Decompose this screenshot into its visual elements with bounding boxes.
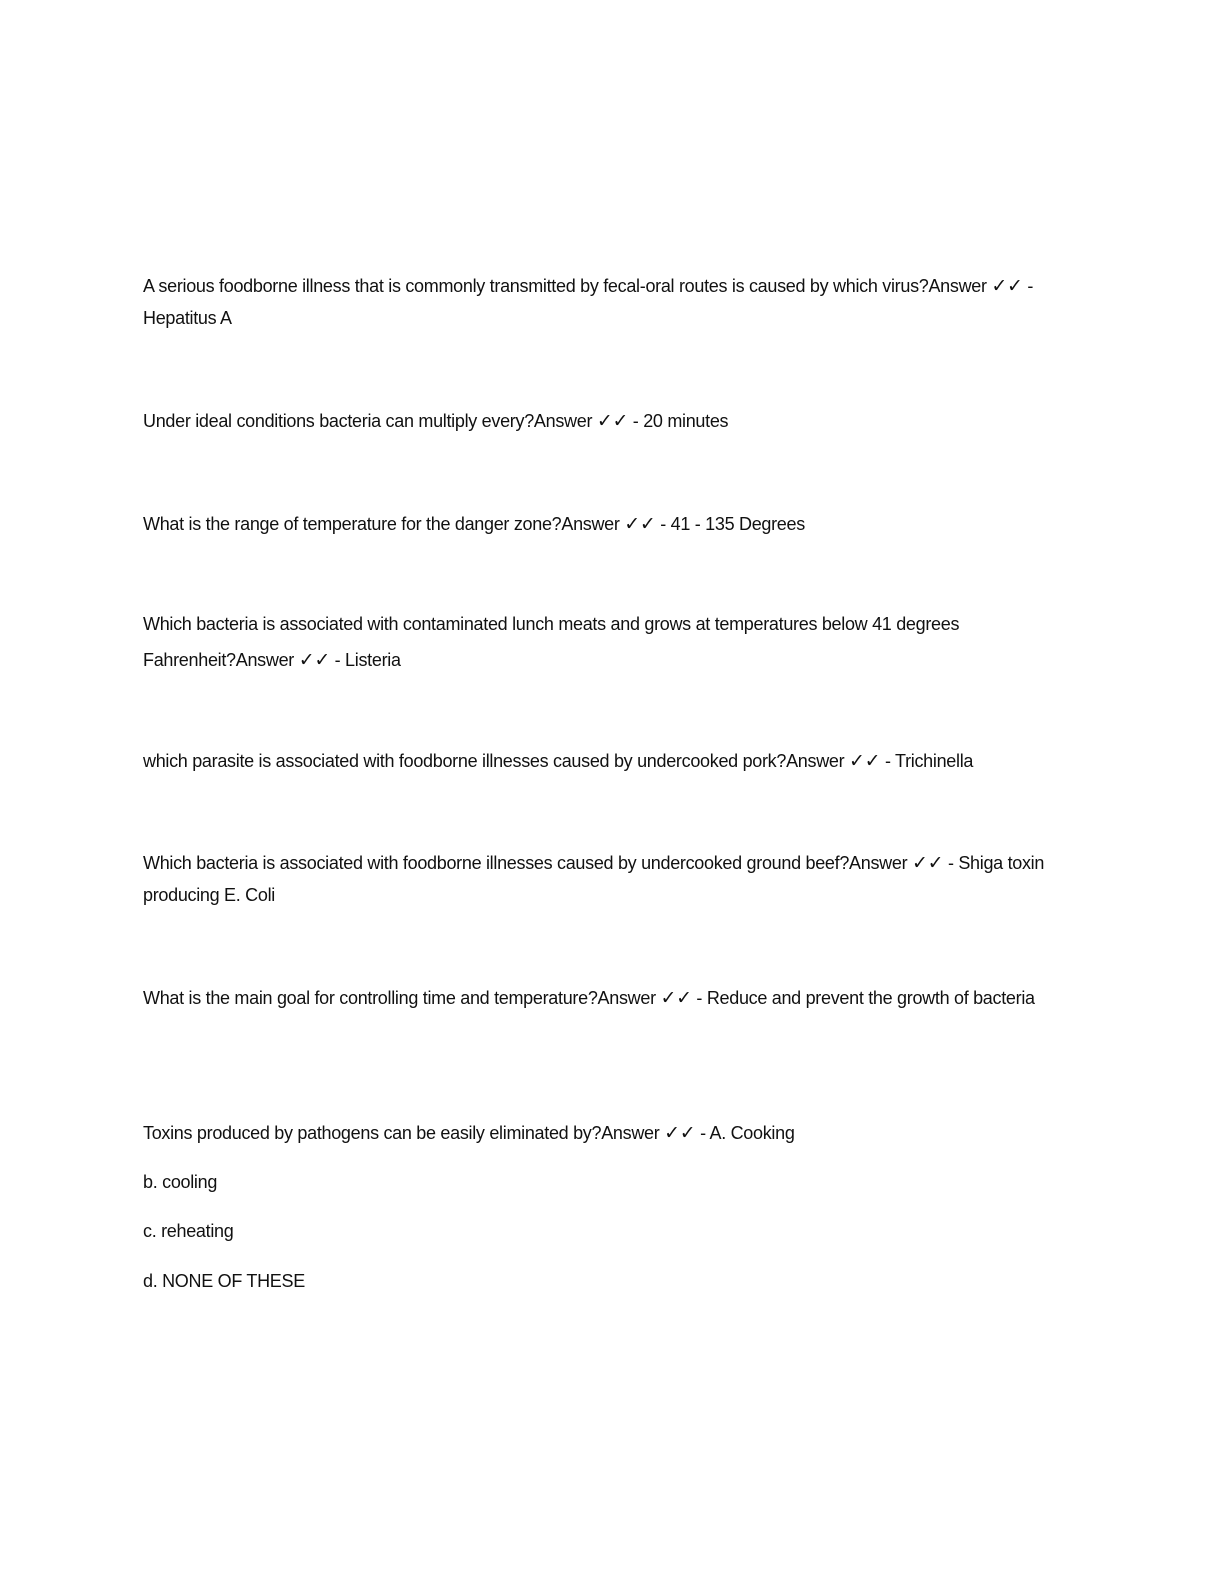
- check-icon: ✓✓: [849, 750, 881, 772]
- question-text: Under ideal conditions bacteria can multiply every?Answer: [143, 411, 593, 431]
- check-icon: ✓✓: [596, 410, 629, 432]
- check-icon: ✓✓: [991, 275, 1023, 297]
- qa-item-2: [143, 405, 1088, 437]
- answer-text: - 41 - 135 Degrees: [660, 514, 805, 534]
- check-icon: ✓✓: [298, 649, 330, 671]
- check-icon: ✓✓: [660, 987, 692, 1009]
- qa-item-4: [143, 606, 1023, 678]
- question-text: What is the main goal for controlling time and temperature?Answer: [143, 988, 656, 1008]
- check-icon: ✓✓: [911, 852, 944, 874]
- answer-text: - Reduce and prevent the growth of bacteria: [696, 988, 1035, 1008]
- question-text: Toxins produced by pathogens can be easily eliminated by?Answer: [143, 1123, 660, 1143]
- answer-text: - Listeria: [334, 650, 401, 670]
- option-b: b. cooling: [143, 1172, 218, 1192]
- answer-text: - Trichinella: [884, 751, 974, 771]
- qa-item-5: [143, 745, 1088, 777]
- qa-item-6: [143, 847, 1088, 911]
- answer-text: - Shiga toxin producing E. Coli: [143, 853, 1045, 905]
- qa-item-3: [143, 508, 1088, 540]
- qa-item-8: [143, 1117, 1088, 1149]
- answer-text: - 20 minutes: [632, 411, 729, 431]
- qa-item-7: [143, 982, 1043, 1014]
- option-d: d. NONE OF THESE: [143, 1271, 305, 1291]
- check-icon: ✓✓: [624, 513, 656, 535]
- option-c: c. reheating: [143, 1221, 234, 1241]
- check-icon: ✓✓: [664, 1122, 696, 1144]
- question-text: which parasite is associated with foodborne illnesses caused by undercooked pork?Answer: [143, 751, 845, 771]
- question-text: What is the range of temperature for the danger zone?Answer: [143, 514, 620, 534]
- answer-text: - A. Cooking: [700, 1123, 795, 1143]
- question-text: Which bacteria is associated with foodborne illnesses caused by undercooked ground beef?Answer: [143, 853, 908, 873]
- question-text: Which bacteria is associated with contaminated lunch meats and grows at temperatures below 41 degrees Fahrenheit?Answer: [143, 614, 960, 670]
- question-text: A serious foodborne illness that is commonly transmitted by fecal-oral routes is caused by which virus?Answer: [143, 276, 987, 296]
- answer-text: - Hepatitus A: [143, 276, 1034, 328]
- qa-item-1: [143, 270, 1088, 334]
